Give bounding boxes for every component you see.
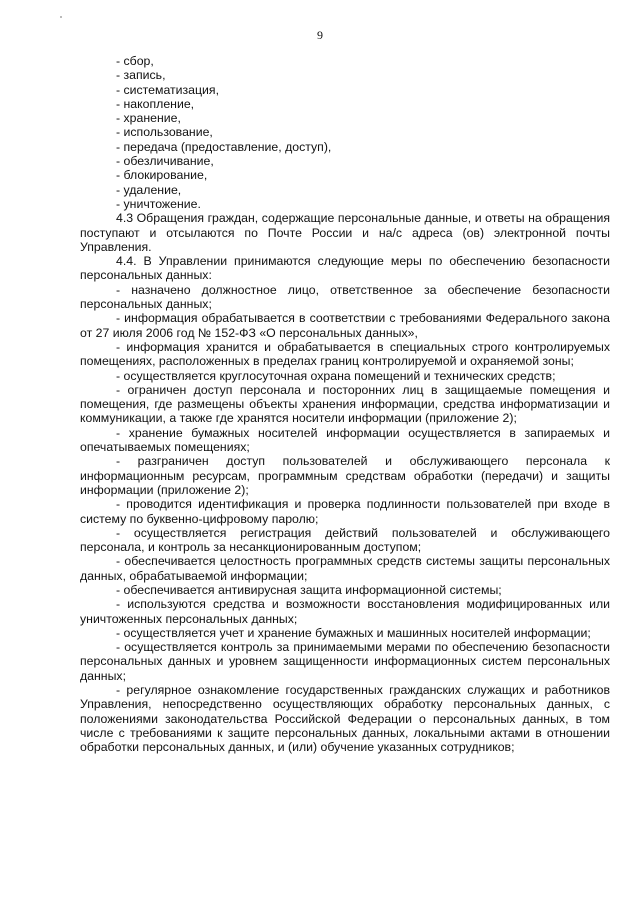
list-item: - обезличивание, [116,154,214,169]
paragraph-4-3: 4.3 Обращения граждан, содержащие персональные данные, и ответы на обращения поступают и отсылаются по Почте России и на/с адреса (ов) электронной почты Управления. [80,211,610,254]
measure-item: - проводится идентификация и проверка подлинности пользователей при входе в систему по буквенно-цифровому паролю; [80,497,610,526]
paragraph-4-4: 4.4. В Управлении принимаются следующие меры по обеспечению безопасности персональных данных: [80,254,610,283]
measure-item: - осуществляется регистрация действий пользователей и обслуживающего персонала, и контроль за несанкционированным доступом; [80,525,610,555]
measure-item: - осуществляется учет и хранение бумажных и машинных носителей информации; [116,625,591,640]
list-item: - накопление, [116,96,195,111]
scan-dot [60,16,62,18]
list-item: - использование, [116,125,213,140]
measure-item: - хранение бумажных носителей информации осуществляется в запираемых и опечатываемых помещениях; [80,425,610,455]
list-item: - уничтожение. [116,196,201,211]
measure-item: - используются средства и возможности восстановления модифицированных или уничтоженных персональных данных; [80,597,610,626]
measure-item: - назначено должностное лицо, ответственное за обеспечение безопасности персональных данных; [80,282,610,312]
measure-item: - обеспечивается целостность программных средств системы защиты персональных данных, обрабатываемой информации; [80,554,610,583]
list-item: - хранение, [116,111,181,126]
list-item: - запись, [116,68,166,83]
security-measures-list [80,283,610,755]
measure-item: - ограничен доступ персонала и посторонних лиц в защищаемые помещения и помещения, где размещены объекты хранения информации, средства информатизации и коммуникации, а также где хранятся носители информации (приложение 2); [80,382,610,426]
list-item: - сбор, [116,54,154,68]
list-item: - блокирование, [116,168,208,183]
measure-item: - осуществляется контроль за принимаемыми мерами по обеспечению безопасности персональных данных и уровнем защищенности информационных систем персональных данных; [80,640,610,683]
measure-item: - осуществляется круглосуточная охрана помещений и технических средств; [116,368,556,383]
measure-item: - информация хранится и обрабатывается в специальных строго контролируемых помещениях, расположенных в пределах границ контролируемой и охраняемой зоны; [80,339,610,369]
list-item: - систематизация, [116,82,219,97]
list-item: - удаление, [116,182,182,197]
measure-item: - информация обрабатывается в соответствии с требованиями Федерального закона от 27 июля 2006 год № 152-ФЗ «О персональных данных», [80,311,610,340]
measure-item: - разграничен доступ пользователей и обслуживающего персонала к информационным ресурсам, программным средствам обработки (передачи) и защиты информации (приложение 2); [80,454,610,497]
measure-item: - регулярное ознакомление государственных гражданских служащих и работников Управления, непосредственно осуществляющих обработку персональных данных, с положениями законодательства Российской Федерации о персональных данных, в том числе с требованиями к защите персональных данных, локальными актами в отношении обработки персональных данных, и (или) обучение указанных сотрудников; [80,683,610,755]
list-item: - передача (предоставление, доступ), [116,139,332,154]
document-body [80,54,610,755]
processing-actions-list [80,54,610,211]
measure-item: - обеспечивается антивирусная защита информационной системы; [116,582,502,597]
page-number: 9 [317,28,323,42]
